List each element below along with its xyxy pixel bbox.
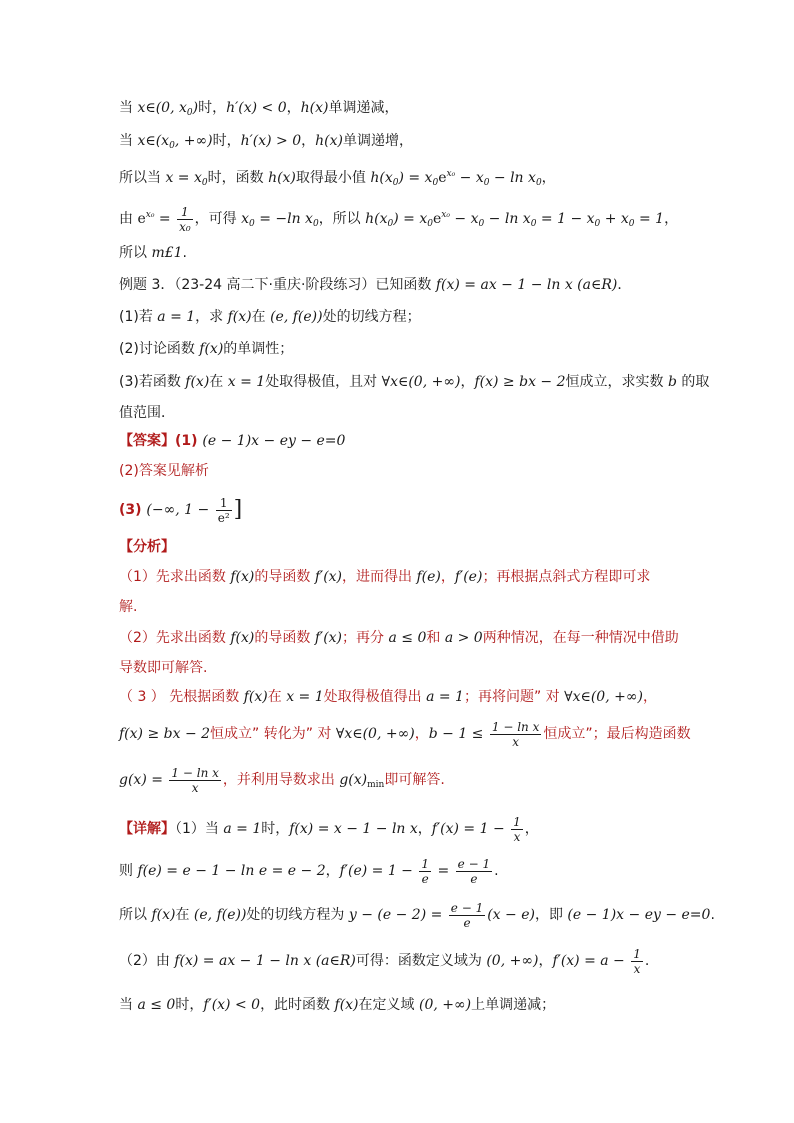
analysis-1-cont: 解. bbox=[119, 599, 138, 615]
analysis-1: （1）先求出函数 f(x)的导函数 f′(x)，进而得出 f(e)，f′(e)；再根据点斜式方程即可求 bbox=[119, 569, 651, 585]
analysis-3-cont: f(x) ≥ bx − 2恒成立” 转化为” 对 ∀x∈(0, +∞)，b − 1 ≤ $\frac{\text{1 − ln x}}{x}$ 恒成立”；最后构造函数 bbox=[119, 719, 691, 749]
fraction: $\frac{1}{\text{e²}}$ bbox=[217, 495, 230, 525]
question-1: (1)若 a = 1，求 f(x)在 (e, f(e))处的切线方程； bbox=[119, 309, 421, 325]
line-2: 当 $x\in(x_0$, +∞)时，h′(x) > 0，h(x)单调递增， bbox=[119, 133, 413, 151]
fraction: $\frac{1}{e}$ bbox=[421, 856, 430, 886]
detail-1: 【详解】（1）当 a = 1时，f(x) = x − 1 − ln x，f′(x) = 1 − $\frac{1}{x}$ ， bbox=[119, 814, 539, 844]
detail-4: （2）由 f(x) = ax − 1 − ln x (a∈R)可得：函数定义域为 (0, +∞)，f′(x) = a − $\frac{1}{x}$ . bbox=[119, 946, 650, 976]
question-3: (3)若函数 f(x)在 x = 1处取得极值，且对 ∀x∈(0, +∞)，f(x) ≥ bx − 2恒成立，求实数 b 的取 bbox=[119, 374, 710, 390]
fraction: $\frac{1}{\text{x₀}}$ bbox=[179, 204, 191, 234]
question-3-cont: 值范围． bbox=[119, 405, 175, 421]
analysis-3: （ 3 ） 先根据函数 f(x)在 x = 1处取得极值得出 a = 1；再将问题” 对 ∀x∈(0, +∞)， bbox=[119, 689, 657, 705]
fraction: $\frac{1}{x}$ bbox=[633, 946, 641, 976]
line-1: 当 x∈(0, $x_0$)时，h′(x) < 0，h(x)单调递减， bbox=[119, 100, 399, 118]
detail-3: 所以 f(x)在 (e, f(e))处的切线方程为 y − (e − 2) = $\frac{e - 1}{e}$ (x − e)，即 (e − 1)x − ey − e=0. bbox=[119, 900, 715, 930]
analysis-2-cont: 导数即可解答. bbox=[119, 660, 208, 676]
analysis-3-end: g(x) = $\frac{\text{1 − ln x}}{x}$ ，并利用导数求出 $g(x)_{min}$即可解答. bbox=[119, 765, 445, 795]
line-4: 由 $e^{x_0}$ = $\frac{1}{\text{x₀}}$ ，可得 $x_0 = -\ln$ $x_0$，所以 $h(x_0) = x_0e^{x_0} - x_0 - \ln x_0 = 1 - x_0 + x_0 = 1$， bbox=[119, 204, 679, 234]
answer-3: (3) (−∞, 1 − $\frac{1}{\text{e²}}$ ] bbox=[119, 495, 243, 525]
answer-1: 【答案】(1) (e − 1)x − ey − e=0 bbox=[119, 433, 346, 449]
fraction: $\frac{\text{1 − ln x}}{x}$ bbox=[491, 719, 540, 749]
answer-2: (2)答案见解析 bbox=[119, 463, 209, 479]
analysis-heading: 【分析】 bbox=[119, 539, 175, 555]
question-2: (2)讨论函数 f(x)的单调性； bbox=[119, 341, 294, 357]
analysis-2: （2）先求出函数 f(x)的导函数 f′(x)；再分 a ≤ 0和 a > 0两种情况，在每一种情况中借助 bbox=[119, 630, 679, 646]
line-3: 所以当 $x = x_0$时，函数 h(x)取得最小值 $h(x_0) = x_0e^{x_0} - x_0 - \ln x_0$， bbox=[119, 169, 556, 188]
fraction: $\frac{e - 1}{e}$ bbox=[457, 856, 491, 886]
fraction: $\frac{1}{x}$ bbox=[513, 814, 521, 844]
example-title: 例题 3．（23-24 高二下·重庆·阶段练习）已知函数 f(x) = ax − 1 − ln x (a∈R)． bbox=[119, 277, 632, 293]
fraction: $\frac{e - 1}{e}$ bbox=[450, 900, 484, 930]
line-5: 所以 m£1. bbox=[119, 245, 187, 261]
fraction: $\frac{\text{1 − ln x}}{x}$ bbox=[171, 765, 219, 795]
detail-2: 则 f(e) = e − 1 − ln e = e − 2，f′(e) = 1 − $\frac{1}{e}$ = $\frac{e - 1}{e}$ . bbox=[119, 856, 499, 886]
detail-5: 当 a ≤ 0时，f′(x) < 0，此时函数 f(x)在定义域 (0, +∞)上单调递减； bbox=[119, 997, 556, 1013]
